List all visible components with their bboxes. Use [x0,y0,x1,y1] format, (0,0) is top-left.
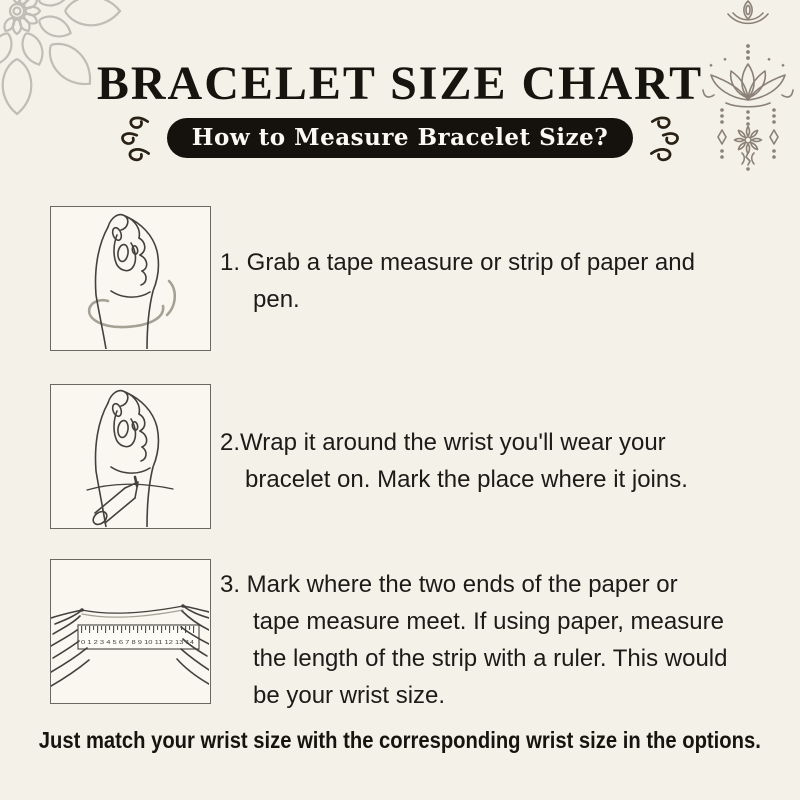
footer [0,727,800,754]
fist-with-tape-icon [51,207,209,349]
marker-pen [91,482,138,527]
footer-note: Just match your wrist size with the corresponding wrist size in the options. [38,727,762,753]
right-flourish-icon [645,113,687,163]
step-line: 1. Grab a tape measure or strip of paper and [220,249,695,276]
ruler-numbers: 0 1 2 3 4 5 6 7 8 9 10 11 12 13 14 [81,640,195,646]
tape-measure-loop [89,281,175,327]
fist-line-art [96,215,159,349]
step-line: bracelet on. Mark the place where it joins. [245,466,688,493]
fist-with-pen-icon [51,385,209,527]
step-line: 3. Mark where the two ends of the paper or [220,571,678,598]
step-2-text [220,384,688,529]
step-1-illustration-box [50,206,211,351]
step-line: the length of the strip with a ruler. This would [253,645,728,672]
step-2 [50,384,688,529]
step-line: pen. [253,286,300,313]
step-3-illustration-box [50,559,211,704]
paper-strip [80,604,185,617]
step-line: tape measure meet. If using paper, measure [253,608,724,635]
step-line: be your wrist size. [253,682,446,709]
step-2-illustration-box [50,384,211,529]
step-1 [50,206,695,351]
hands-with-ruler-icon [51,560,209,702]
left-flourish-icon [113,113,155,163]
step-line: 2.Wrap it around the wrist you'll wear your [220,429,666,456]
ruler [78,625,199,649]
fist-line-art [87,391,173,527]
subtitle-row [0,113,800,163]
subtitle-pill: How to Measure Bracelet Size? [167,118,633,158]
step-1-text [220,206,695,351]
step-3 [50,559,727,714]
page-title: BRACELET SIZE CHART [96,57,704,110]
step-3-text [220,559,727,714]
